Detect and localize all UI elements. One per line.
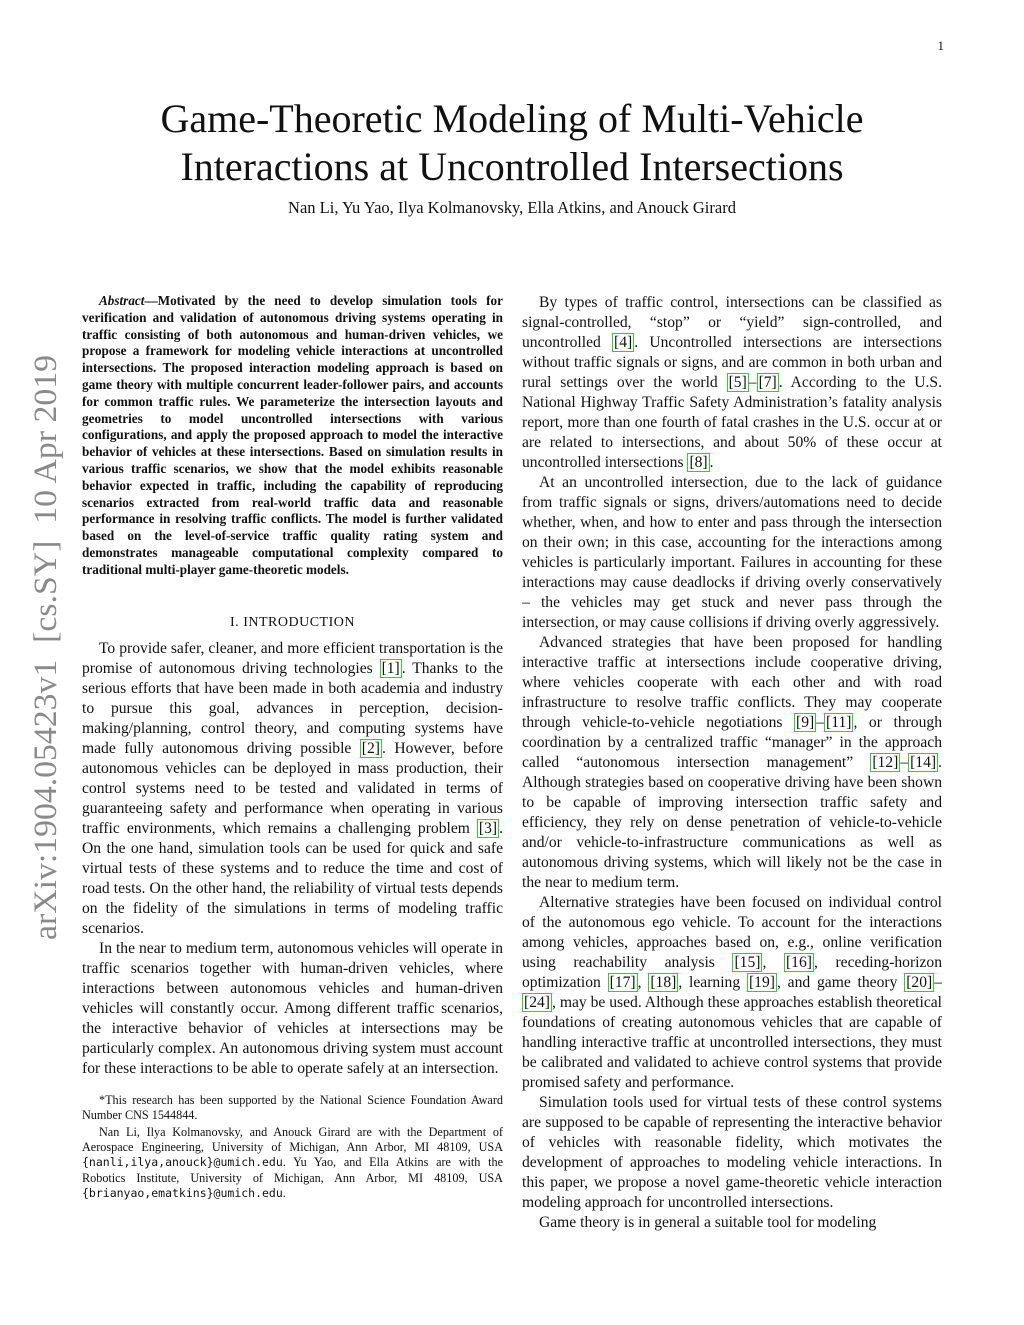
citation-link[interactable]: [12] xyxy=(872,754,899,771)
citation-link[interactable]: [7] xyxy=(758,374,777,391)
abstract-text: Motivated by the need to develop simulation tools for verification and validation of autonomous driving systems operating in traffic consisting of both autonomous and human-driven vehicles, we propose a framework for modeling vehicle interactions at uncontrolled intersections. The proposed interaction modeling approach is based on game theory with multiple concurrent leader-follower pairs, and accounts for common traffic rules. We parameterize the intersection layouts and geometries to model uncontrolled intersections with various configurations, and apply the proposed approach to model the interactive behavior of vehicles at these intersections. Based on simulation results in various traffic scenarios, we show that the model exhibits reasonable behavior expected in traffic, including the capability of reproducing scenarios extracted from real-world traffic data and reasonable performance in resolving traffic conflicts. The model is further validated based on the level-of-service traffic quality rating system and demonstrates manageable computational complexity compared to traditional multi-player game-theoretic models. xyxy=(82,293,503,577)
citation-link[interactable]: [20] xyxy=(906,974,933,991)
citation-link[interactable]: [17] xyxy=(609,974,636,991)
paper-title xyxy=(60,95,964,191)
body-paragraph: By types of traffic control, intersections can be classified as signal-controlled, “stop” or “yield” sign-controlled, and uncontrolled [4] . Uncontrolled intersections are intersections without traffic signals or signs, and are common in both urban and rural settings over the world [5] – [7] . According to the U.S. National Highway Traffic Safety Administration’s fatality analysis report, more than one fourth of fatal crashes in the U.S. occur at or are related to intersections, and about 50% of these occur at uncontrolled intersections [8] . xyxy=(522,294,942,471)
right-column xyxy=(522,293,942,1233)
body-paragraph: Simulation tools used for virtual tests of these control systems are supposed to be capable of representing the interactive behavior of vehicles with reasonable fidelity, which motivates the development of approaches to modeling vehicle interactions. In this paper, we propose a novel game-theoretic vehicle interaction modeling approach for uncontrolled intersections. xyxy=(522,1094,942,1211)
paper-title-line-2: Interactions at Uncontrolled Intersections xyxy=(180,144,844,189)
abstract: Abstract—Motivated by the need to develop simulation tools for verification and validation of autonomous driving systems operating in traffic consisting of both autonomous and human-driven vehicles, we propose a framework for modeling vehicle interactions at uncontrolled intersections. The proposed interaction modeling approach is based on game theory with multiple concurrent leader-follower pairs, and accounts for common traffic rules. We parameterize the intersection layouts and geometries to model uncontrolled intersections with various configurations, and apply the proposed approach to model the interactive behavior of vehicles at these intersections. Based on simulation results in various traffic scenarios, we show that the model exhibits reasonable behavior expected in traffic, including the capability of reproducing scenarios extracted from real-world traffic data and reasonable performance in resolving traffic conflicts. The model is further validated based on the level-of-service traffic quality rating system and demonstrates manageable computational complexity compared to traditional multi-player game-theoretic models. xyxy=(82,293,503,577)
citation-link[interactable]: [8] xyxy=(689,454,708,471)
body-paragraph: Game theory is in general a suitable tool for modeling xyxy=(539,1214,877,1231)
citation-link[interactable]: [16] xyxy=(785,954,812,971)
citation-link[interactable]: [11] xyxy=(826,714,852,731)
citation-link[interactable]: [3] xyxy=(478,819,498,837)
email-group-1: {nanli,ilya,anouck}@umich.edu xyxy=(82,1155,283,1170)
section-heading-introduction: I. INTRODUCTION xyxy=(230,614,355,630)
footnote-affiliations: Nan Li, Ilya Kolmanovsky, and Anouck Girard are with the Department of Aerospace Engineering, University of Michigan, Ann Arbor, MI 48109, USA {nanli,ilya,anouck}@umich.edu. Yu Yao, and Ella Atkins are with the Robotics Institute, University of Michigan, Ann Arbor, MI 48109, USA {brianyao,ematkins}@umich.edu. xyxy=(82,1124,503,1200)
left-column xyxy=(82,293,503,1203)
arxiv-identifier-text: arXiv:1904.05423v1 [cs.SY] 10 Apr 2019 xyxy=(28,368,64,940)
citation-link[interactable]: [2] xyxy=(361,739,380,757)
body-paragraph: Advanced strategies that have been proposed for handling interactive traffic at intersections include cooperative driving, where vehicles cooperate with each other and with road infrastructure to resolve traffic conflicts. They may cooperate through vehicle-to-vehicle negotiations [9] – [11] , or through coordination by a centralized traffic “manager” in the approach called “autonomous intersection management” [12] – [14] . Although strategies based on cooperative driving have been shown to be capable of improving intersection traffic safety and efficiency, they rely on dense penetration of vehicle-to-vehicle and/or vehicle-to-infrastructure communications as well as autonomous driving systems, which will likely not be the case in the near to medium term. xyxy=(522,634,942,891)
citation-link[interactable]: [24] xyxy=(524,994,550,1011)
citation-link[interactable]: [14] xyxy=(910,754,937,771)
citation-link[interactable]: [5] xyxy=(728,374,747,391)
author-list: Nan Li, Yu Yao, Ilya Kolmanovsky, Ella Atkins, and Anouck Girard xyxy=(288,198,736,217)
footnotes xyxy=(82,1093,503,1201)
body-paragraph: At an uncontrolled intersection, due to the lack of guidance from traffic signals or signs, drivers/automations need to decide whether, when, and how to enter and pass through the intersection on their own; in this case, accounting for the interactions among vehicles is particularly important. Failures in accounting for these interactions may cause deadlocks if driving overly conservatively – the vehicles may get stuck and never pass through the intersection, or may cause collisions if driving overly aggressively. xyxy=(522,474,942,631)
intro-paragraph-2: In the near to medium term, autonomous vehicles will operate in traffic scenarios together with human-driven vehicles, where interactions between autonomous vehicles and human-driven vehicles will constantly occur. Among different traffic scenarios, the interactive behavior of vehicles at intersections may be particularly complex. An autonomous driving system must account for these interactions to be able to operate safely at an intersection. xyxy=(82,939,503,1077)
arxiv-identifier xyxy=(28,355,64,940)
body-paragraph: Alternative strategies have been focused on individual control of the autonomous ego vehicle. To account for the interactions among vehicles, approaches based on, e.g., online verification using reachability analysis [15] , [16] , receding-horizon optimization [17] , [18] , learning [19] , and game theory [20] –[24] , may be used. Although these approaches establish theoretical foundations of creating autonomous vehicles that are capable of handling interactive traffic at uncontrolled intersections, they must be calibrated and validated to achieve control systems that provide promised safety and performance. xyxy=(522,894,942,1091)
citation-link[interactable]: [9] xyxy=(796,714,815,731)
page-number: 1 xyxy=(937,38,944,53)
intro-paragraph-1: To provide safer, cleaner, and more efficient transportation is the promise of autonomous driving technologies [1] . Thanks to the serious efforts that have been made in both academia and industry to pursue this goal, advances in perception, decision-making/planning, control theory, and computing systems have made fully autonomous driving possible [2] . However, before autonomous vehicles can be deployed in mass production, their control systems need to be tested and validated in terms of guaranteeing safety and performance when operating in various traffic environments, which remains a challenging problem [3] . On the one hand, simulation tools can be used for quick and safe virtual tests of these systems and to reduce the time and cost of road tests. On the other hand, the reliability of virtual tests depends on the fidelity of the simulations in terms of modeling traffic scenarios. xyxy=(82,639,503,937)
paper-title-line-1: Game-Theoretic Modeling of Multi-Vehicle xyxy=(160,96,864,141)
footnote-funding: *This research has been supported by the National Science Foundation Award Number CNS 1544844. xyxy=(82,1092,503,1122)
email-group-2: {brianyao,ematkins}@umich.edu xyxy=(82,1185,283,1200)
citation-link[interactable]: [15] xyxy=(734,954,761,971)
citation-link[interactable]: [1] xyxy=(381,659,400,677)
abstract-label: Abstract xyxy=(99,293,145,308)
citation-link[interactable]: [4] xyxy=(614,334,633,351)
citation-link[interactable]: [18] xyxy=(650,974,677,991)
citation-link[interactable]: [19] xyxy=(748,974,775,991)
